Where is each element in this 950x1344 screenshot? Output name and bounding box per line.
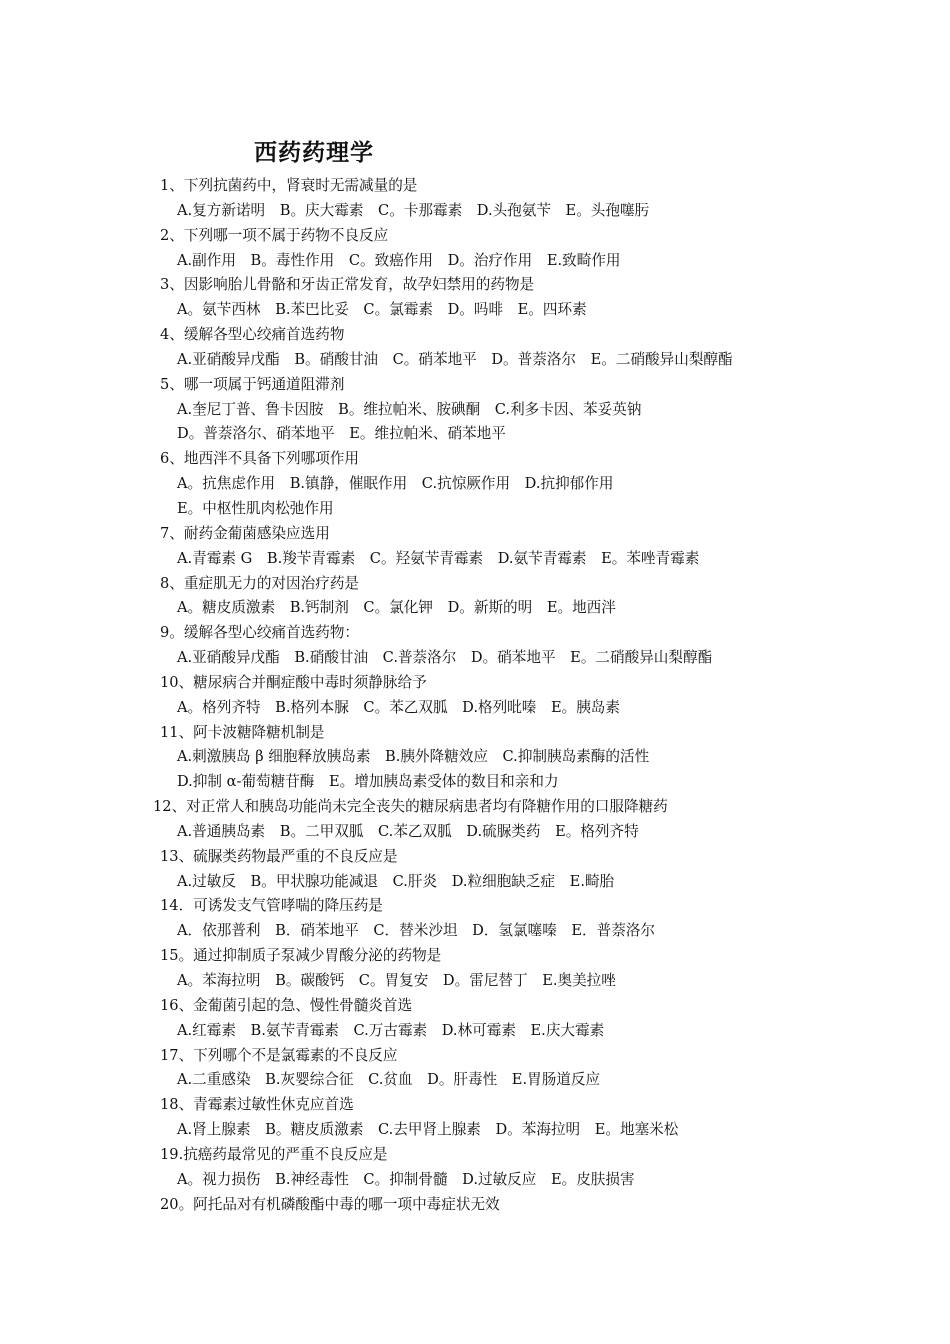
question-line: 10、糖尿病合并酮症酸中毒时须静脉给予 <box>160 673 427 691</box>
question-line: 4、缓解各型心绞痛首选药物 <box>160 326 345 344</box>
answer-options-line: A.亚硝酸异戊酯 B.硝酸甘油 C.普萘洛尔 D。硝苯地平 E。二硝酸异山梨醇酯 <box>177 649 713 667</box>
question-line: 12、对正常人和胰岛功能尚未完全丧失的糖尿病患者均有降糖作用的口服降糖药 <box>153 798 668 816</box>
answer-options-line: A.复方新诺明 B。庆大霉素 C。卡那霉素 D.头孢氨苄 E。头孢噻肟 <box>177 201 650 219</box>
answer-options-line: A.奎尼丁普、鲁卡因胺 B。维拉帕米、胺碘酮 C.利多卡因、苯妥英钠 <box>177 400 642 418</box>
answer-options-line: A.普通胰岛素 B。二甲双胍 C.苯乙双胍 D.硫脲类药 E。格列齐特 <box>177 822 639 840</box>
answer-options-line: A。抗焦虑作用 B.镇静，催眠作用 C.抗惊厥作用 D.抗抑郁作用 <box>177 475 614 493</box>
answer-options-line: A.过敏反 B。甲状腺功能减退 C.肝炎 D.粒细胞缺乏症 E.畸胎 <box>177 872 615 890</box>
answer-options-line: E。中枢性肌肉松弛作用 <box>177 499 334 517</box>
question-line: 8、重症肌无力的对因治疗药是 <box>160 574 360 592</box>
question-line: 13、硫脲类药物最严重的不良反应是 <box>160 847 398 865</box>
question-line: 16、金葡菌引起的急、慢性骨髓炎首选 <box>160 996 413 1014</box>
question-line: 3、因影响胎儿骨骼和牙齿正常发育，故孕妇禁用的药物是 <box>160 276 535 294</box>
question-list <box>0 174 950 1217</box>
answer-options-line: A.肾上腺素 B。糖皮质激素 C.去甲肾上腺素 D。苯海拉明 E。地塞米松 <box>177 1121 679 1139</box>
question-line: 9。缓解各型心绞痛首选药物： <box>160 624 360 642</box>
question-line: 5、哪一项属于钙通道阻滞剂 <box>160 375 345 393</box>
question-line: 7、耐药金葡菌感染应选用 <box>160 524 330 542</box>
question-line: 1、下列抗菌药中，肾衰时无需减量的是 <box>160 177 418 194</box>
answer-options-line: A．依那普利 B．硝苯地平 C．替米沙坦 D．氢氯噻嗪 E．普萘洛尔 <box>177 922 656 940</box>
answer-options-line: A.亚硝酸异戊酯 B。硝酸甘油 C。硝苯地平 D。普萘洛尔 E。二硝酸异山梨醇酯 <box>177 350 733 368</box>
answer-options-line: A.青霉素 G B.羧苄青霉素 C。羟氨苄青霉素 D.氨苄青霉素 E。苯唑青霉素 <box>177 549 700 567</box>
answer-options-line: A。氨苄西林 B.苯巴比妥 C。氯霉素 D。吗啡 E。四环素 <box>177 301 587 319</box>
answer-options-line: A.刺激胰岛 β 细胞释放胰岛素 B.胰外降糖效应 C.抑制胰岛素酶的活性 <box>177 748 650 766</box>
question-line: 18、青霉素过敏性休克应首选 <box>160 1096 354 1114</box>
question-line: 11、阿卡波糖降糖机制是 <box>160 723 325 741</box>
question-line: 6、地西泮不具备下列哪项作用 <box>160 450 360 468</box>
answer-options-line: A.副作用 B。毒性作用 C。致癌作用 D。治疗作用 E.致畸作用 <box>177 251 621 269</box>
question-line: 19.抗癌药最常见的严重不良反应是 <box>160 1145 388 1163</box>
question-line: 14．可诱发支气管哮喘的降压药是 <box>160 897 383 915</box>
answer-options-line: D。普萘洛尔、硝苯地平 E。维拉帕米、硝苯地平 <box>177 425 506 443</box>
answer-options-line: A。糖皮质激素 B.钙制剂 C。氯化钾 D。新斯的明 E。地西泮 <box>177 599 616 617</box>
answer-options-line: A.红霉素 B.氨苄青霉素 C.万古霉素 D.林可霉素 E.庆大霉素 <box>177 1021 605 1039</box>
question-line: 17、下列哪个不是氯霉素的不良反应 <box>160 1046 398 1064</box>
answer-options-line: A。苯海拉明 B。碳酸钙 C。胃复安 D。雷尼替丁 E.奥美拉唑 <box>177 972 616 989</box>
question-line: 20。阿托品对有机磷酸酯中毒的哪一项中毒症状无效 <box>160 1195 500 1213</box>
answer-options-line: D.抑制 α-葡萄糖苷酶 E。增加胰岛素受体的数目和亲和力 <box>177 773 559 791</box>
document-title: 西药药理学 <box>254 139 374 166</box>
answer-options-line: A。格列齐特 B.格列本脲 C。苯乙双胍 D.格列吡嗪 E。胰岛素 <box>177 698 620 716</box>
answer-options-line: A。视力损伤 B.神经毒性 C。抑制骨髓 D.过敏反应 E。皮肤损害 <box>177 1170 635 1188</box>
question-line: 2、下列哪一项不属于药物不良反应 <box>160 226 389 244</box>
answer-options-line: A.二重感染 B.灰婴综合征 C.贫血 D。肝毒性 E.胃肠道反应 <box>177 1071 601 1089</box>
question-line: 15。通过抑制质子泵减少胃酸分泌的药物是 <box>160 947 442 965</box>
